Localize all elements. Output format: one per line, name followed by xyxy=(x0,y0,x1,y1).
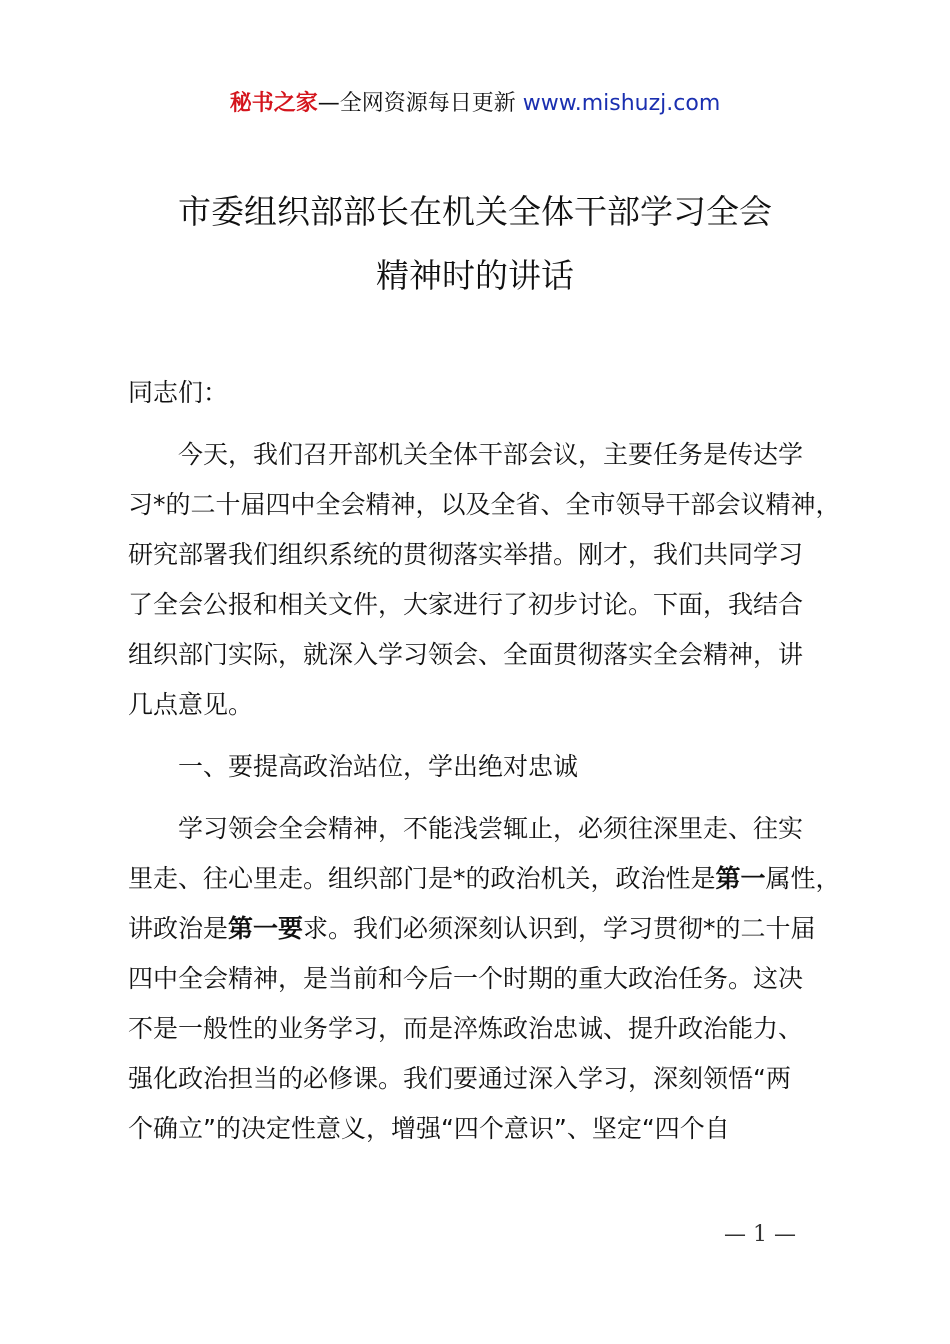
paragraph-line: 不是一般性的业务学习，而是淬炼政治忠诚、提升政治能力、 xyxy=(128,1014,804,1043)
paragraph-line: 了全会公报和相关文件，大家进行了初步讨论。下面，我结合 xyxy=(128,590,804,619)
paragraph-line: 习*的二十届四中全会精神，以及全省、全市领导干部会议精神， xyxy=(128,490,841,519)
header-tagline: —全网资源每日更新 xyxy=(317,91,523,116)
section-heading xyxy=(128,742,860,792)
title-line-1: 市委组织部部长在机关全体干部学习全会 xyxy=(178,192,772,231)
page-number: — 1 — xyxy=(724,1222,796,1247)
paragraph-line: 学习领会全会精神，不能浅尝辄止，必须往深里走、往实 xyxy=(178,814,804,843)
site-url-link[interactable]: www.mishuzj.com xyxy=(522,91,721,116)
text-run: 讲政治是 xyxy=(128,914,229,943)
paragraph-line: 强化政治担当的必修课。我们要通过深入学习，深刻领悟“两 xyxy=(128,1064,791,1093)
brand-name: 秘书之家 xyxy=(229,91,318,116)
salutation-text: 同志们： xyxy=(128,378,229,407)
paragraph-line: 四中全会精神，是当前和今后一个时期的重大政治任务。这决 xyxy=(128,964,804,993)
section-heading-text: 一、要提高政治站位，学出绝对忠诚 xyxy=(178,752,579,781)
title-line-2: 精神时的讲话 xyxy=(376,256,574,295)
document-title xyxy=(0,180,950,308)
paragraph-line xyxy=(128,904,860,954)
paragraph-line: 今天，我们召开部机关全体干部会议，主要任务是传达学 xyxy=(178,440,804,469)
paragraph-line: 个确立”的决定性意义，增强“四个意识”、坚定“四个自 xyxy=(128,1114,730,1143)
paragraph-line: 研究部署我们组织系统的贯彻落实举措。刚才，我们共同学习 xyxy=(128,540,804,569)
salutation xyxy=(128,368,860,418)
bold-text: 第一 xyxy=(715,864,766,893)
paragraph-line xyxy=(128,854,860,904)
paragraph-line: 组织部门实际，就深入学习领会、全面贯彻落实全会精神，讲 xyxy=(128,640,804,669)
paragraph-line: 几点意见。 xyxy=(128,690,254,719)
text-run: 里走、往心里走。组织部门是*的政治机关，政治性是 xyxy=(128,864,716,893)
text-run: 求。我们必须深刻认识到，学习贯彻*的二十届 xyxy=(303,914,816,943)
bold-text: 第一要 xyxy=(228,914,304,943)
paragraph-intro xyxy=(128,430,860,730)
paragraph-section-one xyxy=(128,804,860,1154)
site-header xyxy=(0,88,950,120)
text-run: 属性， xyxy=(765,864,841,893)
